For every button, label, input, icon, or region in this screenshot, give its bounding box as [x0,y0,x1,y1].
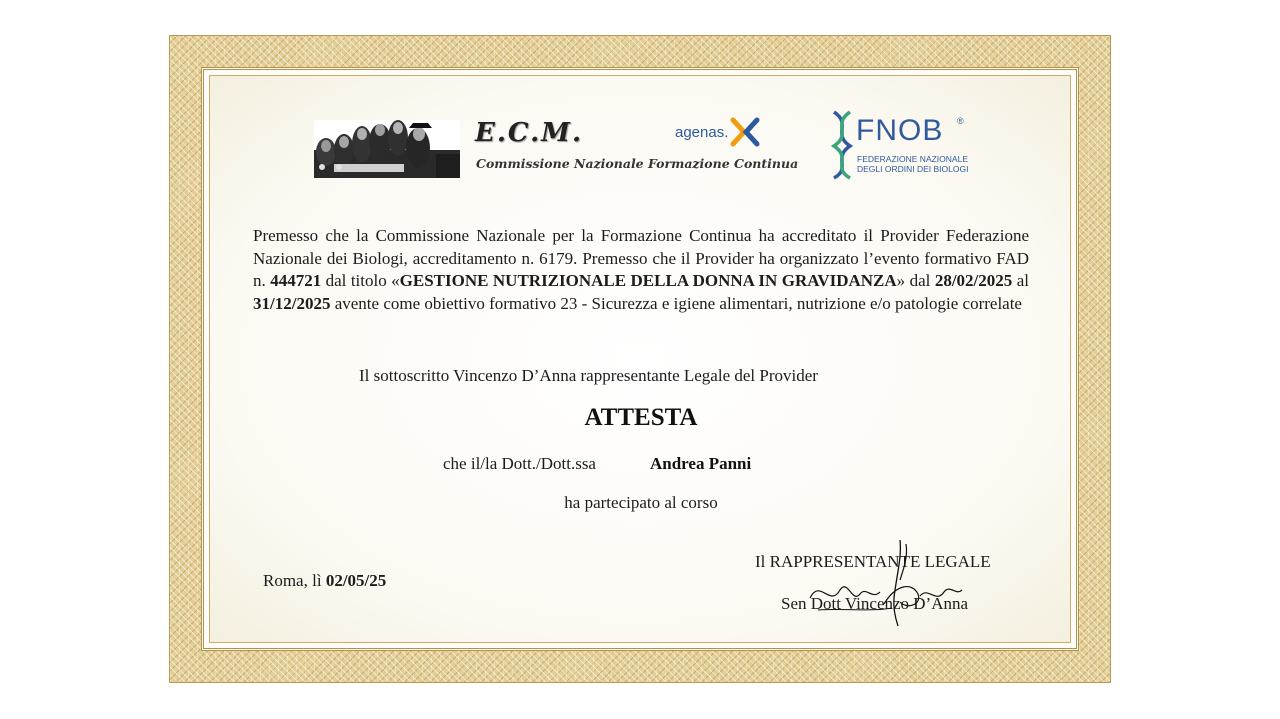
participant-name: Andrea Panni [650,454,752,473]
agenas-logo-text: agenas. [675,123,729,141]
representative-name: Sen Dott Vincenzo D’Anna [781,594,969,613]
certificate [169,35,1111,683]
fnob-subtitle-line1: FEDERAZIONE NAZIONALE [857,154,968,164]
certificate-content [170,36,1112,684]
paragraph-objective: avente come obiettivo formativo 23 - Sicurezza e igiene alimentari, nutrizione e/o patologie correlate [330,293,1022,313]
date-from: 28/02/2025 [934,271,1013,291]
fnob-name: FNOB [856,114,944,147]
date-to: 31/12/2025 [253,293,331,313]
dna-helix-icon [830,110,854,180]
participant-label: che il/la Dott./Dott.ssa [443,454,596,473]
ecm-subtitle: Commissione Nazionale Formazione Continua [476,156,799,171]
accreditation-paragraph [253,225,1029,315]
ecm-title: E.C.M. [475,118,583,148]
paragraph-intro: Premesso che la Commissione Nazionale per la Formazione Continua ha accreditato il Provider Federazione Nazionale dei Biologi, accreditamento n. 6179. Premesso che il Provider ha organizzato l’evento formativo FAD n. [253,226,1029,291]
participation-statement: ha partecipato al corso [564,493,718,512]
place-label: Roma, lì [263,571,326,590]
agenas-logo [675,116,760,148]
course-title: GESTIONE NUTRIZIONALE DELLA DONNA IN GRAVIDANZA [399,271,897,291]
event-number: 444721 [270,271,322,291]
agenas-mark-icon [730,116,760,148]
paragraph-to: al [1012,271,1029,291]
handwritten-signature [800,538,970,628]
fnob-logo [830,110,970,180]
attesta-heading: ATTESTA [584,404,698,431]
fnob-subtitle [857,154,977,174]
paragraph-from: » dal [896,271,935,291]
representative-title: Il RAPPRESENTANTE LEGALE [755,552,991,571]
ecm-painting-image [314,120,460,178]
undersigned-statement: Il sottoscritto Vincenzo D’Anna rappresentante Legale del Provider [359,366,818,385]
paragraph-title-prefix: dal titolo « [321,271,400,291]
place-date [263,571,386,591]
fnob-subtitle-line2: DEGLI ORDINI DEI BIOLOGI [857,164,969,174]
fnob-registered-mark: ® [957,116,964,126]
issue-date: 02/05/25 [325,571,387,590]
